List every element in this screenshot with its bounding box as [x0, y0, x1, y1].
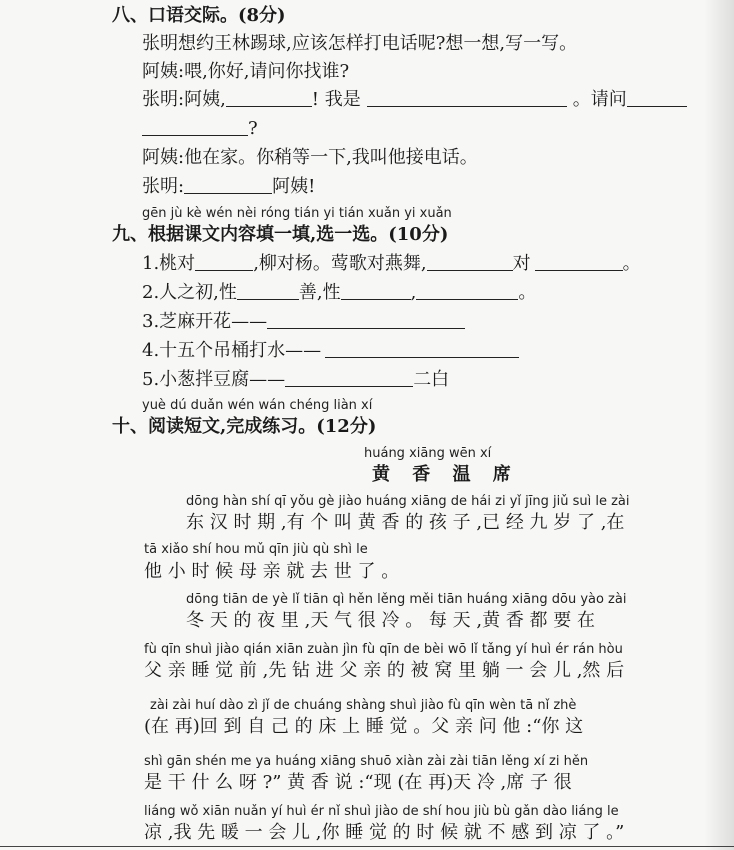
section-10-pinyin: yuè dú duǎn wén wán chéng liàn xí — [142, 398, 373, 413]
passage-line: 父 亲 睡 觉 前 ,先 钻 进 父 亲 的 被 窝 里 躺 一 会 儿 ,然 后 — [144, 660, 625, 681]
passage-line: 东 汉 时 期 ,有 个 叫 黄 香 的 孩 子 ,已 经 九 岁 了 ,在 — [186, 512, 625, 533]
item-text: 1.桃对 — [142, 253, 196, 274]
item-text: 4.十五个吊桶打水—— — [142, 340, 322, 361]
dialogue-text: ? — [248, 118, 258, 139]
dialogue-text: 张明:阿姨, — [142, 89, 226, 110]
section-8-prompt: 张明想约王林踢球,应该怎样打电话呢?想一想,写一写。 — [142, 33, 578, 54]
passage-line: (在 再)回 到 自 己 的 床 上 睡 觉 。父 亲 问 他 :“你 这 — [144, 716, 584, 737]
passage-pinyin: dōng hàn shí qī yǒu gè jiào huáng xiāng de hái zi yǐ jīng jiǔ suì le zài — [186, 494, 630, 509]
item-text: 2.人之初,性 — [142, 282, 237, 303]
answer-blank[interactable] — [184, 177, 272, 194]
item-text: 。 — [518, 282, 537, 303]
passage-line: 他 小 时 候 母 亲 就 去 世 了 。 — [144, 561, 400, 582]
dialogue-line-2 — [142, 89, 687, 111]
fill-item-2 — [142, 282, 536, 304]
section-8-title: 八、口语交际。(8分) — [112, 5, 286, 26]
item-text: 二白 — [413, 369, 450, 390]
passage-line: 是 干 什 么 呀 ?” 黄 香 说 :“现 (在 再)天 冷 ,席 子 很 — [144, 772, 572, 793]
passage-pinyin: tā xiǎo shí hou mǔ qīn jiù qù shì le — [144, 542, 368, 557]
answer-blank[interactable] — [416, 283, 518, 300]
page-shadow — [704, 0, 734, 850]
item-text: 善,性 — [298, 282, 341, 303]
fill-item-5 — [142, 369, 449, 391]
dialogue-line-5 — [142, 176, 315, 198]
answer-blank[interactable] — [427, 254, 513, 271]
answer-blank[interactable] — [237, 283, 299, 300]
answer-blank[interactable] — [341, 283, 411, 300]
answer-blank[interactable] — [535, 254, 623, 271]
fill-item-1 — [142, 253, 641, 275]
section-9-title: 九、根据课文内容填一填,选一选。(10分) — [112, 224, 449, 245]
item-text: 5.小葱拌豆腐—— — [142, 369, 286, 390]
answer-blank[interactable] — [627, 90, 687, 107]
dialogue-line-1: 阿姨:喂,你好,请问你找谁? — [142, 61, 350, 82]
fill-item-3 — [142, 311, 465, 333]
answer-blank[interactable] — [285, 370, 413, 387]
answer-blank[interactable] — [226, 90, 312, 107]
answer-blank[interactable] — [142, 119, 248, 136]
passage-pinyin: fù qīn shuì jiào qián xiān zuàn jìn fù qīn de bèi wō lǐ tǎng yí huì ér rán hòu — [144, 642, 623, 657]
answer-blank[interactable] — [367, 90, 567, 107]
passage-line: 凉 ,我 先 暖 一 会 儿 ,你 睡 觉 的 时 候 就 不 感 到 凉 了 。” — [144, 822, 625, 843]
answer-blank[interactable] — [325, 341, 519, 358]
dialogue-text: 阿姨! — [272, 176, 316, 197]
section-9-pinyin: gēn jù kè wén nèi róng tián yi tián xuǎn yi xuǎn — [142, 206, 452, 221]
dialogue-text: ! 我是 — [311, 89, 361, 110]
item-text: 对 — [512, 253, 531, 274]
passage-pinyin: zài zài huí dào zì jǐ de chuáng shàng shuì jiào fù qīn wèn tā nǐ zhè — [150, 698, 577, 713]
page-bottom-rule — [0, 846, 734, 847]
passage-pinyin: liáng wǒ xiān nuǎn yí huì ér nǐ shuì jiào de shí hou jiù bù gǎn dào liáng le — [144, 804, 619, 819]
dialogue-line-3 — [142, 118, 258, 140]
item-text: , — [410, 282, 417, 303]
dialogue-text: 。请问 — [572, 89, 627, 110]
answer-blank[interactable] — [195, 254, 253, 271]
story-title-pinyin: huáng xiāng wēn xí — [364, 446, 492, 461]
passage-pinyin: shì gān shén me ya huáng xiāng shuō xiàn zài zài tiān lěng xí zi hěn — [144, 754, 589, 769]
passage-line: 冬 天 的 夜 里 ,天 气 很 冷 。 每 天 ,黄 香 都 要 在 — [186, 610, 595, 631]
item-text: 。 — [622, 253, 641, 274]
story-title: 黄 香 温 席 — [372, 464, 519, 485]
passage-pinyin: dōng tiān de yè lǐ tiān qì hěn lěng měi tiān huáng xiāng dōu yào zài — [186, 592, 627, 607]
fill-item-4 — [142, 340, 519, 362]
dialogue-line-4: 阿姨:他在家。你稍等一下,我叫他接电话。 — [142, 147, 478, 168]
dialogue-text: 张明: — [142, 176, 185, 197]
answer-blank[interactable] — [267, 312, 465, 329]
section-10-title: 十、阅读短文,完成练习。(12分) — [112, 416, 377, 437]
item-text: ,柳对杨。莺歌对燕舞, — [253, 253, 427, 274]
item-text: 3.芝麻开花—— — [142, 311, 268, 332]
